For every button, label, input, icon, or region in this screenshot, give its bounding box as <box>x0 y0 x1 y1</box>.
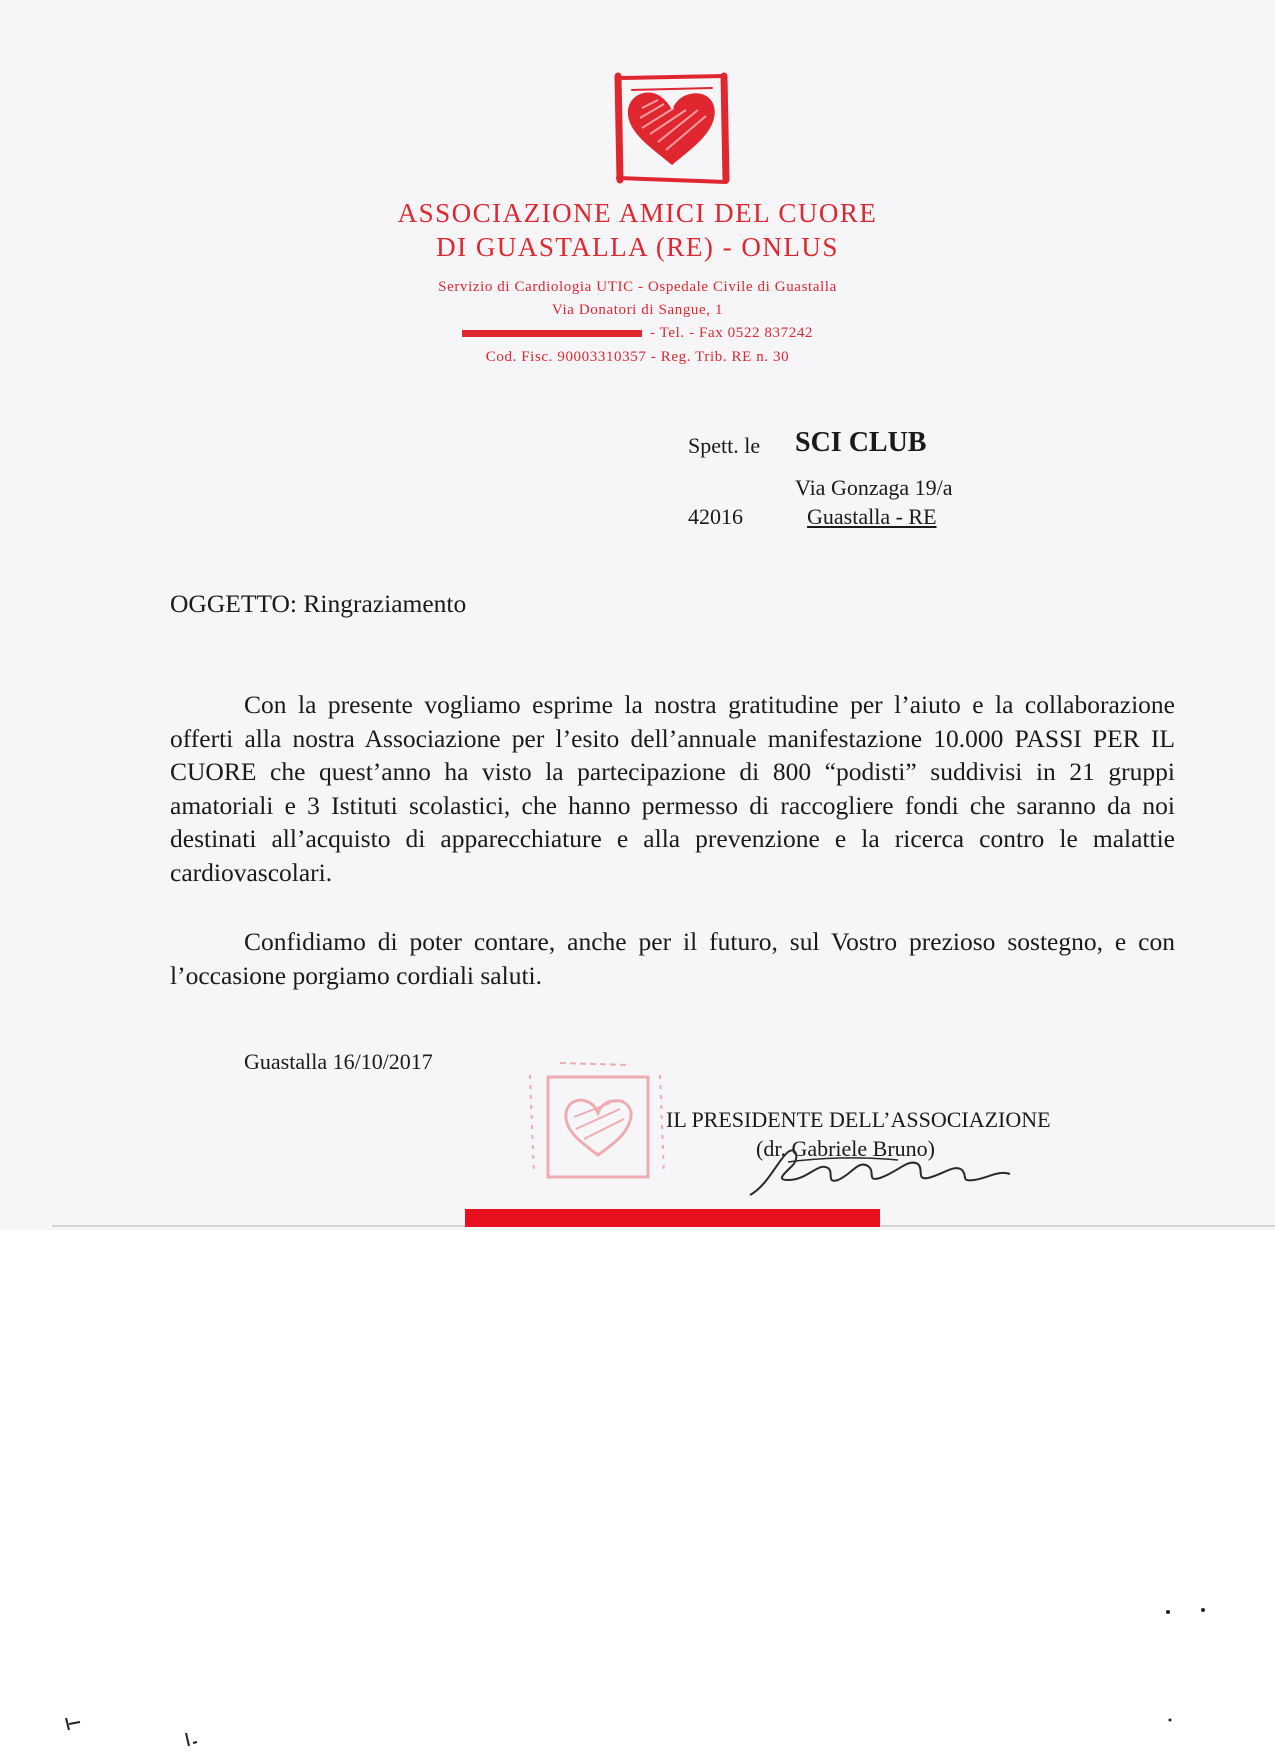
recipient-postcode: 42016 <box>688 504 743 529</box>
phone-fax-text: - Tel. - Fax 0522 837242 <box>649 325 814 341</box>
recipient-street: Via Gonzaga 19/a <box>795 475 953 500</box>
association-name: ASSOCIAZIONE AMICI DEL CUORE <box>397 198 878 228</box>
subject-line: OGGETTO: Ringraziamento <box>170 589 467 618</box>
association-subtitle: DI GUASTALLA (RE) - ONLUS <box>436 232 839 262</box>
salutation: Spett. le <box>688 433 761 458</box>
recipient-name: SCI CLUB <box>795 427 927 458</box>
signatory-title: IL PRESIDENTE DELL’ASSOCIAZIONE <box>666 1107 1051 1132</box>
place-date: Guastalla 16/10/2017 <box>244 1049 433 1074</box>
body-paragraph-1: Con la presente vogliamo esprime la nostra gratitudine per l’aiuto e la collaborazione offerti alla nostra Associazione per l’esito dell’annuale manifestazione 10.000 PASSI PER IL CUORE che quest’anno ha visto la partecipazione di 800 “podisti” suddivisi in 21 gruppi amatoriali e 3 Istituti scolastici, che hanno permesso di raccogliere fondi che saranno da noi destinati all’acquisto di apparecchiature e alla prevenzione e la ricerca contro le malattie cardiovascolari. <box>170 690 1175 887</box>
body-paragraph-2: Confidiamo di poter contare, anche per il futuro, sul Vostro prezioso sostegno, e con l’occasione porgiamo cordiali saluti. <box>170 927 1175 990</box>
registry-line: Cod. Fisc. 90003310357 - Reg. Trib. RE n. 30 <box>485 349 790 365</box>
signatory-name: (dr. Gabriele Bruno) <box>756 1136 935 1161</box>
recipient-city: Guastalla - RE <box>807 504 937 529</box>
service-line: Servizio di Cardiologia UTIC - Ospedale Civile di Guastalla <box>438 279 837 295</box>
address-line: Via Donatori di Sangue, 1 <box>551 302 724 318</box>
